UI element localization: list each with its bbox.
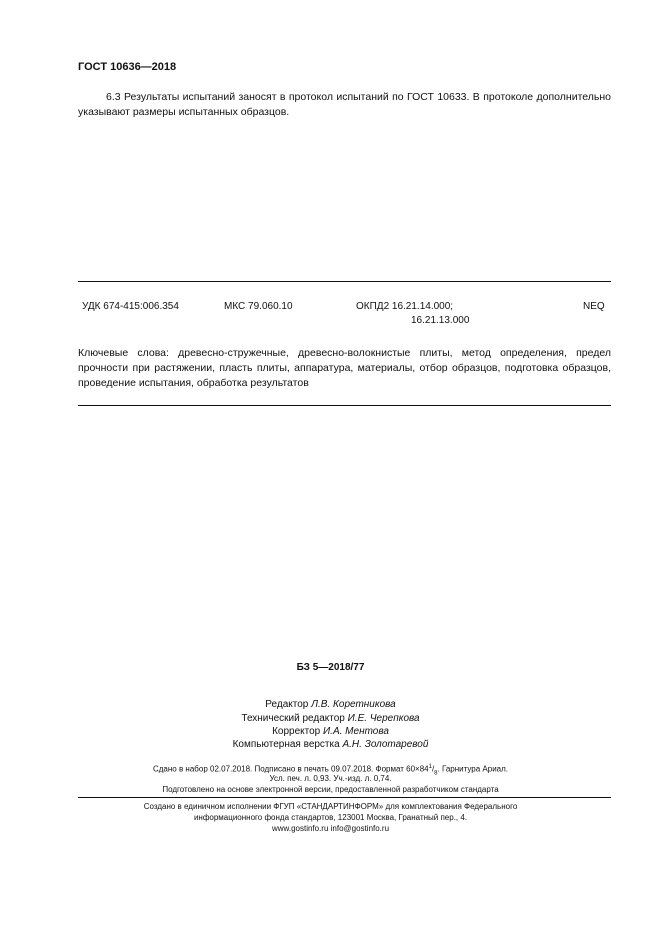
print-info-line2: Усл. печ. л. 0,93. Уч.-изд. л. 0,74. xyxy=(269,774,392,783)
layout-line xyxy=(0,739,661,750)
print-info-line3: Подготовлено на основе электронной версии, предоставленной разработчиком стандарта xyxy=(162,785,499,794)
print-info-b: . Гарнитура Ариал. xyxy=(437,764,509,774)
bottom-divider xyxy=(78,405,611,406)
editor-name: Л.В. Коретникова xyxy=(311,699,396,710)
publisher-line3: www.gostinfo.ru info@gostinfo.ru xyxy=(271,824,390,833)
tech-editor-role: Технический редактор xyxy=(241,713,345,724)
top-divider xyxy=(78,281,611,282)
corrector-name: И.А. Ментова xyxy=(323,726,389,737)
tech-editor-line xyxy=(0,713,661,724)
format-sub: 8 xyxy=(434,770,438,777)
layout-role: Компьютерная верстка xyxy=(232,739,340,750)
editor-role: Редактор xyxy=(265,699,309,710)
publisher-line2: информационного фонда стандартов, 123001 Москва, Гранатный пер., 4. xyxy=(193,813,468,822)
paragraph-text: Результаты испытаний заносят в протокол испытаний по ГОСТ 10633. В протоколе дополнительно указывают размеры испытанных образцов. xyxy=(78,91,611,118)
keywords-label: Ключевые слова: xyxy=(78,347,169,359)
equivalence-mark: NEQ xyxy=(583,301,605,312)
mks-code: МКС 79.060.10 xyxy=(224,301,293,312)
keywords-text: древесно-стружечные, древесно-волокнистые плиты, метод определения, предел прочности при растяжении, пласть плиты, аппаратура, материалы, отбор образцов, подготовка образцов, проведение испытания, обработка результатов xyxy=(78,347,611,389)
editor-line xyxy=(0,699,661,710)
udk-code: УДК 674-415:006.354 xyxy=(82,301,179,312)
format-sup: 1 xyxy=(428,764,432,770)
section-6-3-paragraph xyxy=(78,90,611,120)
bz-number: БЗ 5—2018/77 xyxy=(296,662,365,673)
corrector-line xyxy=(0,726,661,737)
okpd-code-line1: ОКПД2 16.21.14.000; xyxy=(356,301,454,312)
tech-editor-name: И.Е. Черепкова xyxy=(347,713,420,724)
print-info-line1: Сдано в набор 02.07.2018. Подписано в печать 09.07.2018. Формат $60\times 84^1/_8$. Гарнитура Ариал. xyxy=(152,764,509,777)
print-info-a: Сдано в набор 02.07.2018. Подписано в печать 09.07.2018. Формат 60×84 xyxy=(152,764,429,774)
document-code: ГОСТ 10636—2018 xyxy=(78,61,177,73)
section-number: 6.3 xyxy=(106,91,121,103)
publisher-line1: Создано в единичном исполнении ФГУП «СТАНДАРТИНФОРМ» для комплектования Федерального xyxy=(143,802,518,811)
imprint-divider xyxy=(78,797,611,798)
layout-name: А.Н. Золотаревой xyxy=(342,739,429,750)
corrector-role: Корректор xyxy=(272,726,321,737)
okpd-code-line2: 16.21.13.000 xyxy=(411,315,470,326)
keywords-block xyxy=(78,346,611,391)
